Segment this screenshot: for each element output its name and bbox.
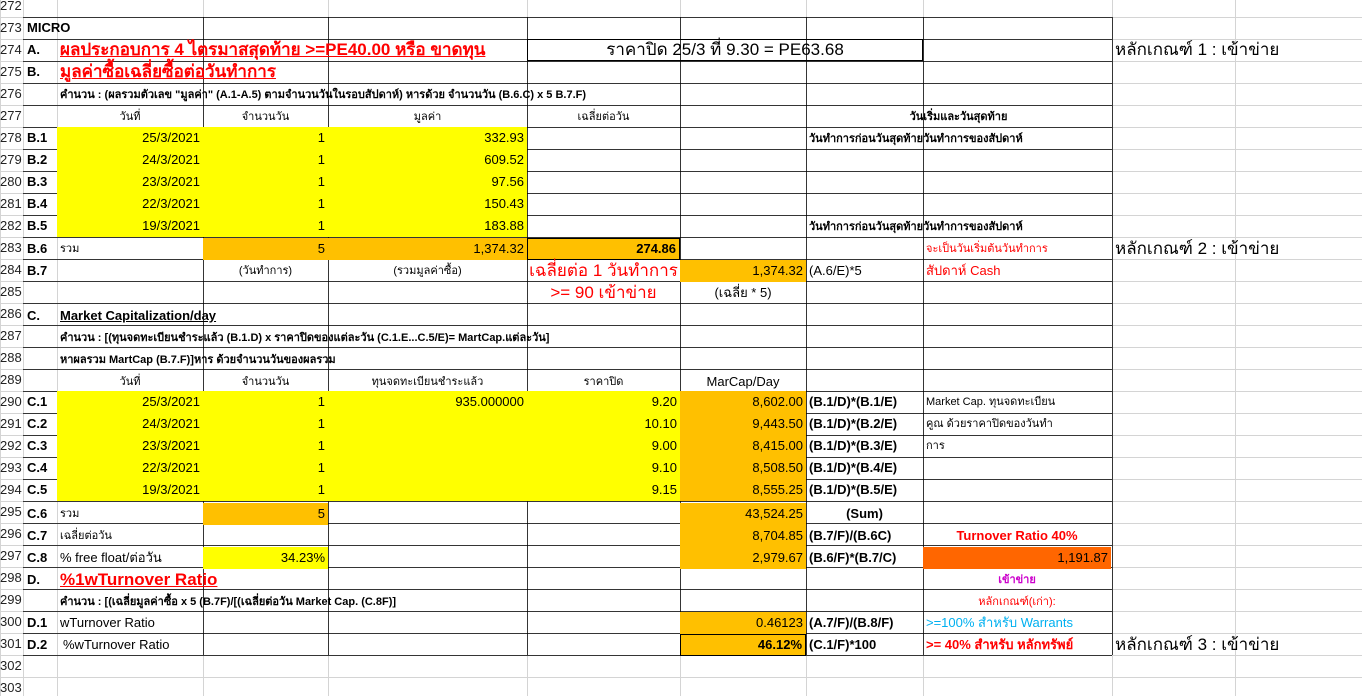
b-row-date[interactable]: 23/3/2021 xyxy=(57,171,203,193)
c-row-capital[interactable] xyxy=(328,457,527,479)
c8-turnover-value[interactable]: 1,191.87 xyxy=(923,547,1111,569)
row-header[interactable]: 299 xyxy=(0,592,22,607)
section-b-title[interactable]: มูลค่าซื้อเฉลี่ยซื้อต่อวันทำการ xyxy=(60,62,276,81)
note-workday-282[interactable]: วันทำการก่อนวันสุดท้ายวันทำการของสัปดาห์ xyxy=(809,221,1023,233)
b7-avg-note-1[interactable]: เฉลี่ยต่อ 1 วันทำการ xyxy=(529,261,678,280)
section-a-title[interactable]: ผลประกอบการ 4 ไตรมาสสุดท้าย >=PE40.00 หรือ ขาดทุน xyxy=(60,40,486,59)
b-row-code[interactable]: B.4 xyxy=(27,196,48,211)
code-c8[interactable]: C.8 xyxy=(27,550,48,565)
table-col-border xyxy=(1112,17,1113,655)
row-header[interactable]: 280 xyxy=(0,174,22,189)
c-row-date[interactable]: 25/3/2021 xyxy=(57,391,203,413)
c-row-days[interactable]: 1 xyxy=(203,413,328,435)
c-row-formula[interactable]: (B.1/D)*(B.5/E) xyxy=(809,482,898,497)
b-row-code[interactable]: B.3 xyxy=(27,174,48,189)
c-row-marcap[interactable]: 8,415.00 xyxy=(680,435,806,457)
header-start-end-days[interactable]: วันเริ่มและวันสุดท้าย xyxy=(909,111,1008,123)
c8-formula[interactable]: (B.6/F)*(B.7/C) xyxy=(809,550,897,565)
c-row-capital[interactable]: 935.000000 xyxy=(328,391,527,413)
c-row-code[interactable]: C.3 xyxy=(27,438,48,453)
c-row-formula[interactable]: (B.1/D)*(B.4/E) xyxy=(809,460,898,475)
row-header[interactable]: 274 xyxy=(0,42,22,57)
code-c7[interactable]: C.7 xyxy=(27,528,48,543)
header-date[interactable]: วันที่ xyxy=(119,111,141,123)
c-row-days[interactable]: 1 xyxy=(203,435,328,457)
row-header[interactable]: 298 xyxy=(0,570,22,585)
row-gridline xyxy=(0,677,1362,678)
d2-label[interactable]: %wTurnover Ratio xyxy=(63,637,170,652)
row-header[interactable]: 300 xyxy=(0,614,22,629)
c-row-close[interactable]: 9.20 xyxy=(527,391,680,413)
row-header[interactable]: 284 xyxy=(0,262,22,277)
b7-avg-note-2[interactable]: >= 90 เข้าข่าย xyxy=(550,283,657,302)
row-header[interactable]: 283 xyxy=(0,240,22,255)
row-header[interactable]: 285 xyxy=(0,284,22,299)
c-row-close[interactable]: 9.15 xyxy=(527,479,680,501)
header-avg-per-day[interactable]: เฉลี่ยต่อวัน xyxy=(577,111,630,123)
table-row-border xyxy=(23,501,1112,502)
c-row-date[interactable]: 19/3/2021 xyxy=(57,479,203,501)
code-b7[interactable]: B.7 xyxy=(27,263,48,278)
section-c-calc-note-1[interactable]: คำนวน : [(ทุนจดทะเบียนชำระแล้ว (B.1.D) x ราคาปิดของแต่ละวัน (C.1.E...C.5/E)= MartCap.แต่ละวัน] xyxy=(60,332,550,344)
d-qualify-note[interactable]: เข้าข่าย xyxy=(998,574,1036,586)
old-rule-note[interactable]: หลักเกณฑ์(เก่า): xyxy=(978,596,1056,608)
row-header[interactable]: 286 xyxy=(0,306,22,321)
d1-formula[interactable]: (A.7/F)/(B.8/F) xyxy=(809,615,894,630)
b-row-code[interactable]: B.5 xyxy=(27,218,48,233)
b6-note-start[interactable]: จะเป็นวันเริ่มต้นวันทำการ xyxy=(926,243,1048,255)
row-header[interactable]: 293 xyxy=(0,460,22,475)
row-header[interactable]: 288 xyxy=(0,350,22,365)
b-row-date[interactable]: 22/3/2021 xyxy=(57,193,203,215)
row-header[interactable]: 287 xyxy=(0,328,22,343)
row-header[interactable]: 297 xyxy=(0,548,22,563)
d2-formula[interactable]: (C.1/F)*100 xyxy=(809,637,877,652)
c-row-code[interactable]: C.2 xyxy=(27,416,48,431)
b-row-code[interactable]: B.2 xyxy=(27,152,48,167)
d1-label[interactable]: wTurnover Ratio xyxy=(60,615,155,630)
b7-formula[interactable]: (A.6/E)*5 xyxy=(809,263,862,278)
c-header-marcap[interactable]: MarCap/Day xyxy=(706,374,780,389)
c-row-date[interactable]: 24/3/2021 xyxy=(57,413,203,435)
avg-times-5-label[interactable]: (เฉลี่ย * 5) xyxy=(714,285,772,300)
rule-2-label[interactable]: หลักเกณฑ์ 2 : เข้าข่าย xyxy=(1115,239,1280,258)
c8-free-float-pct[interactable]: 34.23% xyxy=(203,547,328,569)
b-row-days[interactable]: 1 xyxy=(203,127,328,149)
row-header[interactable]: 292 xyxy=(0,438,22,453)
row-header[interactable]: 291 xyxy=(0,416,22,431)
c-row-close[interactable]: 9.00 xyxy=(527,435,680,457)
section-b-calc-note[interactable]: คำนวน : (ผลรวมตัวเลข "มูลค่า" (A.1-A.5) ตามจำนวนวันในรอบสัปดาห์) หารด้วย จำนวนวัน (B.6.C) x 5 B.7.F) xyxy=(60,89,587,101)
b6-value[interactable]: 1,374.32 xyxy=(328,238,527,260)
c7-formula[interactable]: (B.7/F)/(B.6C) xyxy=(809,528,892,543)
b-row-date[interactable]: 25/3/2021 xyxy=(57,127,203,149)
c-header-date[interactable]: วันที่ xyxy=(119,376,141,388)
row-header[interactable]: 278 xyxy=(0,130,22,145)
c-row-code[interactable]: C.5 xyxy=(27,482,48,497)
b6-avg-per-day[interactable]: 274.86 xyxy=(527,238,680,260)
b6-label[interactable]: รวม xyxy=(60,243,80,255)
c6-formula[interactable]: (Sum) xyxy=(846,506,883,521)
row-header[interactable]: 282 xyxy=(0,218,22,233)
code-b[interactable]: B. xyxy=(27,64,40,79)
b-row-value[interactable]: 97.56 xyxy=(328,171,527,193)
col-gridline xyxy=(1235,0,1236,696)
row-header[interactable]: 272 xyxy=(0,0,22,13)
code-a[interactable]: A. xyxy=(27,42,40,57)
code-d1[interactable]: D.1 xyxy=(27,615,48,630)
row-header[interactable]: 295 xyxy=(0,504,22,519)
c-row-formula[interactable]: (B.1/D)*(B.1/E) xyxy=(809,394,898,409)
c-row-date[interactable]: 22/3/2021 xyxy=(57,457,203,479)
close-price-note[interactable]: ราคาปิด 25/3 ที่ 9.30 = PE63.68 xyxy=(527,39,923,61)
code-d2[interactable]: D.2 xyxy=(27,637,48,652)
securities-note[interactable]: >= 40% สำหรับ หลักทรัพย์ xyxy=(926,637,1074,652)
header-days[interactable]: จำนวนวัน xyxy=(241,111,290,123)
c-row-close[interactable]: 9.10 xyxy=(527,457,680,479)
c-row-marcap[interactable]: 8,508.50 xyxy=(680,457,806,479)
c-row-code[interactable]: C.1 xyxy=(27,394,48,409)
note-workday-278[interactable]: วันทำการก่อนวันสุดท้ายวันทำการของสัปดาห์ xyxy=(809,133,1023,145)
b7-value[interactable]: 1,374.32 xyxy=(680,260,806,282)
c-header-close[interactable]: ราคาปิด xyxy=(583,376,624,388)
b6-days[interactable]: 5 xyxy=(203,238,328,260)
c-row-date[interactable]: 23/3/2021 xyxy=(57,435,203,457)
row-header[interactable]: 281 xyxy=(0,196,22,211)
b-row-days[interactable]: 1 xyxy=(203,193,328,215)
b-row-value[interactable]: 150.43 xyxy=(328,193,527,215)
row-header[interactable]: 275 xyxy=(0,64,22,79)
section-d-calc-note[interactable]: คำนวน : [(เฉลี่ยมูลค่าซื้อ x 5 (B.7F)/[(เฉลี่ยต่อวัน Market Cap. (C.8F)] xyxy=(60,596,397,608)
c7-label[interactable]: เฉลี่ยต่อวัน xyxy=(60,530,112,542)
c-row-note[interactable]: การ xyxy=(926,440,945,452)
code-b6[interactable]: B.6 xyxy=(27,241,48,256)
row-header[interactable]: 294 xyxy=(0,482,22,497)
row-header[interactable]: 276 xyxy=(0,86,22,101)
row-header[interactable]: 277 xyxy=(0,108,22,123)
row-header[interactable]: 301 xyxy=(0,636,22,651)
b-row-value[interactable]: 609.52 xyxy=(328,149,527,171)
row-header[interactable]: 290 xyxy=(0,394,22,409)
d2-value[interactable]: 46.12% xyxy=(680,634,806,656)
b-row-value[interactable]: 332.93 xyxy=(328,127,527,149)
c-row-code[interactable]: C.4 xyxy=(27,460,48,475)
c-row-days[interactable]: 1 xyxy=(203,479,328,501)
b-row-days[interactable]: 1 xyxy=(203,215,328,237)
turnover-ratio-note[interactable]: Turnover Ratio 40% xyxy=(956,528,1078,543)
c-row-capital[interactable] xyxy=(328,435,527,457)
b-row-value[interactable]: 183.88 xyxy=(328,215,527,237)
rule-1-label[interactable]: หลักเกณฑ์ 1 : เข้าข่าย xyxy=(1115,40,1280,59)
c-row-days[interactable]: 1 xyxy=(203,391,328,413)
c-header-days[interactable]: จำนวนวัน xyxy=(241,376,290,388)
b7-days-label[interactable]: (วันทำการ) xyxy=(238,265,293,277)
code-c[interactable]: C. xyxy=(27,308,40,323)
b7-value-label[interactable]: (รวมมูลค่าซื้อ) xyxy=(393,265,462,277)
section-d-title[interactable]: %1wTurnover Ratio xyxy=(60,570,218,589)
c-row-note[interactable]: Market Cap. ทุนจดทะเบียน xyxy=(926,396,1056,408)
c8-label[interactable]: % free float/ต่อวัน xyxy=(60,550,162,565)
code-c6[interactable]: C.6 xyxy=(27,506,48,521)
rule-3-label[interactable]: หลักเกณฑ์ 3 : เข้าข่าย xyxy=(1115,635,1280,654)
c8-marcap[interactable]: 2,979.67 xyxy=(680,547,806,569)
b-row-date[interactable]: 24/3/2021 xyxy=(57,149,203,171)
row-header[interactable]: 296 xyxy=(0,526,22,541)
c6-label[interactable]: รวม xyxy=(60,508,80,520)
c-row-formula[interactable]: (B.1/D)*(B.3/E) xyxy=(809,438,898,453)
c-row-marcap[interactable]: 8,602.00 xyxy=(680,391,806,413)
c-row-note[interactable]: คูณ ด้วยราคาปิดของวันทำ xyxy=(926,418,1053,430)
c7-marcap[interactable]: 8,704.85 xyxy=(680,525,806,547)
c-row-marcap[interactable]: 9,443.50 xyxy=(680,413,806,435)
code-d[interactable]: D. xyxy=(27,572,40,587)
c-row-capital[interactable] xyxy=(328,413,527,435)
b-row-days[interactable]: 1 xyxy=(203,149,328,171)
b7-note-cash[interactable]: สัปดาห์ Cash xyxy=(926,263,1001,278)
c-header-capital[interactable]: ทุนจดทะเบียนชำระแล้ว xyxy=(371,376,484,388)
section-micro-title[interactable]: MICRO xyxy=(27,20,71,35)
row-header[interactable]: 273 xyxy=(0,20,22,35)
b-row-date[interactable]: 19/3/2021 xyxy=(57,215,203,237)
c-row-close[interactable]: 10.10 xyxy=(527,413,680,435)
header-value[interactable]: มูลค่า xyxy=(413,111,442,123)
c6-days[interactable]: 5 xyxy=(203,503,328,525)
c-row-capital[interactable] xyxy=(328,479,527,501)
d1-value[interactable]: 0.46123 xyxy=(680,612,806,634)
row-header[interactable]: 279 xyxy=(0,152,22,167)
section-c-calc-note-2[interactable]: หาผลรวม MartCap (B.7.F)]หาร ด้วยจำนวนวันของผลรวม xyxy=(60,354,336,366)
b-row-code[interactable]: B.1 xyxy=(27,130,48,145)
c-row-marcap[interactable]: 8,555.25 xyxy=(680,479,806,501)
row-header[interactable]: 302 xyxy=(0,658,22,673)
b-row-days[interactable]: 1 xyxy=(203,171,328,193)
warrants-note[interactable]: >=100% สำหรับ Warrants xyxy=(926,615,1073,630)
c-row-days[interactable]: 1 xyxy=(203,457,328,479)
row-header[interactable]: 303 xyxy=(0,680,22,695)
c-row-formula[interactable]: (B.1/D)*(B.2/E) xyxy=(809,416,898,431)
c6-marcap[interactable]: 43,524.25 xyxy=(680,503,806,525)
section-c-title[interactable]: Market Capitalization/day xyxy=(60,308,217,323)
row-header[interactable]: 289 xyxy=(0,372,22,387)
